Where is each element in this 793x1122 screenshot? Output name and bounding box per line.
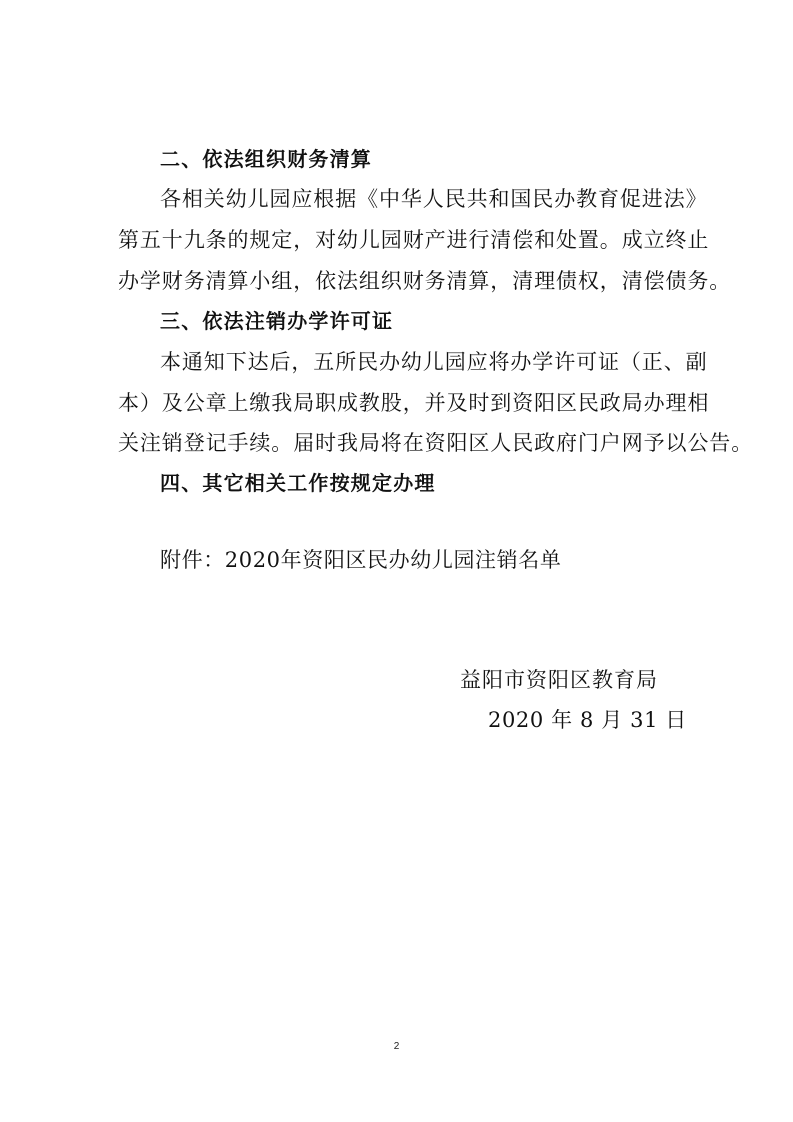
section-heading-3: 三、依法注销办学许可证 <box>160 309 394 333</box>
paragraph-line: 第五十九条的规定，对幼儿园财产进行清偿和处置。成立终止 <box>118 228 710 252</box>
section-heading-4: 四、其它相关工作按规定办理 <box>160 471 436 495</box>
section-heading-2: 二、依法组织财务清算 <box>160 147 372 171</box>
paragraph-line: 关注销登记手续。届时我局将在资阳区人民政府门户网予以公告。 <box>118 431 754 455</box>
signature-organization: 益阳市资阳区教育局 <box>460 668 658 692</box>
paragraph-line: 本）及公章上缴我局职成教股，并及时到资阳区民政局办理相 <box>118 391 710 415</box>
paragraph-line: 本通知下达后，五所民办幼儿园应将办学许可证（正、副 <box>160 350 708 374</box>
attachment-note: 附件：2020年资阳区民办幼儿园注销名单 <box>160 548 562 572</box>
paragraph-line: 各相关幼儿园应根据《中华人民共和国民办教育促进法》 <box>160 187 708 211</box>
page-number: 2 <box>393 1041 400 1052</box>
paragraph-line: 办学财务清算小组，依法组织财务清算，清理债权，清偿债务。 <box>118 269 732 293</box>
signature-date: 2020 年 8 月 31 日 <box>488 708 687 732</box>
